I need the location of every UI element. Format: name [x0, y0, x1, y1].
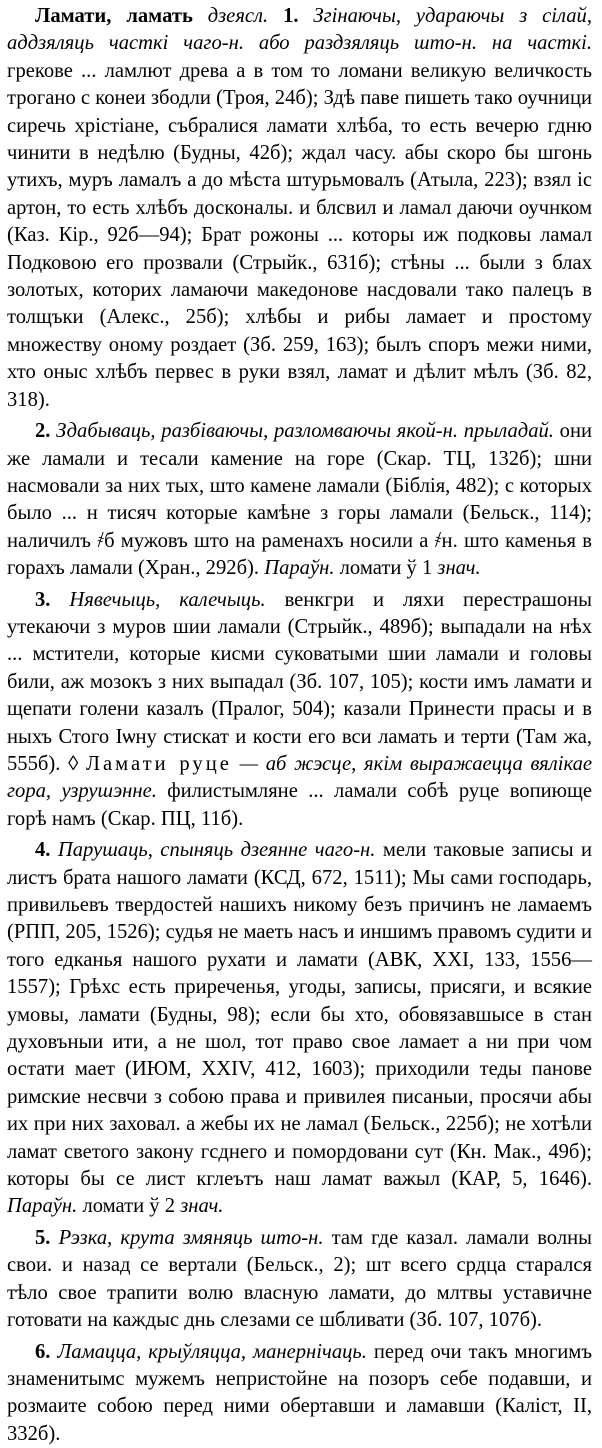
cross-ref-text: ломати ў 1 — [340, 557, 433, 579]
sense-definition: Парушаць, спыняць дзеянне чаго-н. — [58, 839, 376, 861]
sense-6 — [7, 1339, 592, 1448]
sense-3 — [7, 587, 592, 834]
entry-headword: Ламати, — [35, 5, 111, 27]
sense-quotes: мели таковые записы и листъ брата нашого ламати (КСД, 672, 1511); Мы сами господарь, привильевъ твердостей нашихъ никому безъ причинъ не ламаемъ (РПП, 205, 1526); судья не маеть насъ и иншимъ правомъ судити и того едканья нашого рухати и ламати (АВК, XXI, 133, 1556—1557); Грѣхс есть приреченья, угоды, записы, присяги, и всякие умовы, ламати (Будны, 98); если бы хто, обовязавшысе в стан духовъныи ити, а не шол, тот право свое ламает а ни при чом остати мает (ИЮМ, XXIV, 412, 1603); приходили теды панове римские несвчи з собою права и привилея писаныи, просячи абы их при них заховал. а жебы их не ламал (Бельск., 225б); не хотѣли ламат светого закону гсднего и помордовани сут (Кн. Мак., 49б); которы бы се лист кглеътъ наш ламат важыл (КАР, 5, 1646). — [7, 839, 592, 1190]
sense-2 — [7, 418, 592, 582]
sense-number: 3. — [35, 589, 50, 611]
sense-5 — [7, 1225, 592, 1335]
sense-definition: Рэзка, крута змяняць што-н. — [59, 1227, 324, 1249]
sense-definition: Ламацца, крыўляцца, манернічаць. — [57, 1341, 367, 1363]
sense-number: 2. — [35, 420, 50, 442]
cross-ref-label: Параўн. — [7, 1195, 77, 1217]
phraseme-quote: филистымляне ... ламали собѣ руце вопиюще горѣ намъ (Скар. ПЦ, 11б). — [7, 780, 592, 829]
sense-1-paragraph — [7, 3, 592, 414]
entry-sense-1 — [7, 3, 592, 414]
entry-variant: ламать — [126, 5, 193, 27]
sense-number: 5. — [35, 1227, 50, 1249]
cross-ref-tail: знач. — [180, 1195, 223, 1217]
sense-quotes: венкгри и ляхи перестрашоны утекаючи з муров шии ламали (Стрыйк., 489б); выпадали на нѣх ... мстители, которые кисми суковатыми шии ламали и головы били, аж мозокъ з них выпадал (Зб. 107, 105); кости имъ ламати и щепати голени казалъ (Пралог, 504); казали Принести прасы и в ныхъ Стого Іѡну стискат и кости его вси ламать и терти (Там жа, 555б). ◊ — [7, 589, 592, 775]
sense-definition: Здабываць, разбіваючы, разломваючы якой-н. прыладай. — [56, 420, 554, 442]
cross-ref-tail: знач. — [437, 557, 480, 579]
phraseme-definition: — аб жэсце, якім выражаецца вялікае гора, узрушэнне. — [7, 753, 592, 802]
phraseme: Ламати руце — [86, 753, 232, 775]
sense-definition: Нявечыць, калечыць. — [69, 589, 265, 611]
sense-quotes: перед очи такъ многимъ знаменитымс мужемъ непристойне на позоръ себе подавши, и розмаите собою перед ними обертавши и ламавши (Каліст, II, 332б). — [7, 1341, 592, 1445]
sense-4 — [7, 837, 592, 1221]
cross-ref-text: ломати ў 2 — [82, 1195, 175, 1217]
sense-quotes: они же ламали и тесали камение на горе (Скар. ТЦ, 132б); шни насмовали за них тых, што камене ламали (Біблія, 482); с которых было ... н тисяч которые камѣне з горы ламали (Бельск., 114); наличилъ ҂б мужовъ што на раменахъ носили а ҂н. што каменья в горахъ ламали (Хран., 292б). — [7, 420, 592, 579]
sense-number: 1. — [283, 5, 298, 27]
cross-ref-label: Параўн. — [264, 557, 334, 579]
sense-number: 4. — [35, 839, 50, 861]
entry-pos: дзеясл. — [208, 5, 268, 27]
sense-number: 6. — [35, 1341, 50, 1363]
sense-quotes: там где казал. ламали волны свои. и назад се вертали (Бельск., 2); шт всего срдца старался тѣло свое трапити волю власную ламати, до млтвы уставичне готовати на каждыс днь слезами се шбливати (Зб. 107, 107б). — [7, 1227, 592, 1331]
sense-quotes: грекове ... ламлют древа а в том то ломани великую величкость трогано с конеи збодли (Троя, 24б); Здѣ паве пишеть тако оучници сиречь хрістіане, събралися ламати хлѣба, то есть вечерю гдню чинити в недѣлю (Будны, 42б); ждал часу. абы скоро бы шгонь утихъ, муръ ламалъ а до мѣста штурьмовалъ (Атыла, 223); взял іс артон, то есть хлѣбъ досконалы. и блсвил и ламал даючи оучнком (Каз. Кір., 92б—94); Брат рожоны ... которы иж подковы ламал Подковою его прозвали (Стрыйк., 631б); стѣны ... были з блах золотых, которих ламаючи македонове насдовали тако палецъ в толщъки (Алекс., 25б); хлѣбы и рибы ламает и простому множеству оному роздает (Зб. 259, 163); былъ споръ межи ними, хто оныс хлѣбъ первес в руки взял, ламат и дѣлит мѣлъ (Зб. 82, 318). — [7, 60, 592, 411]
sense-definition: Згінаючы, удараючы з сілай, аддзяляць часткі чаго-н. або раздзяляць што-н. на часткі. — [7, 5, 592, 54]
